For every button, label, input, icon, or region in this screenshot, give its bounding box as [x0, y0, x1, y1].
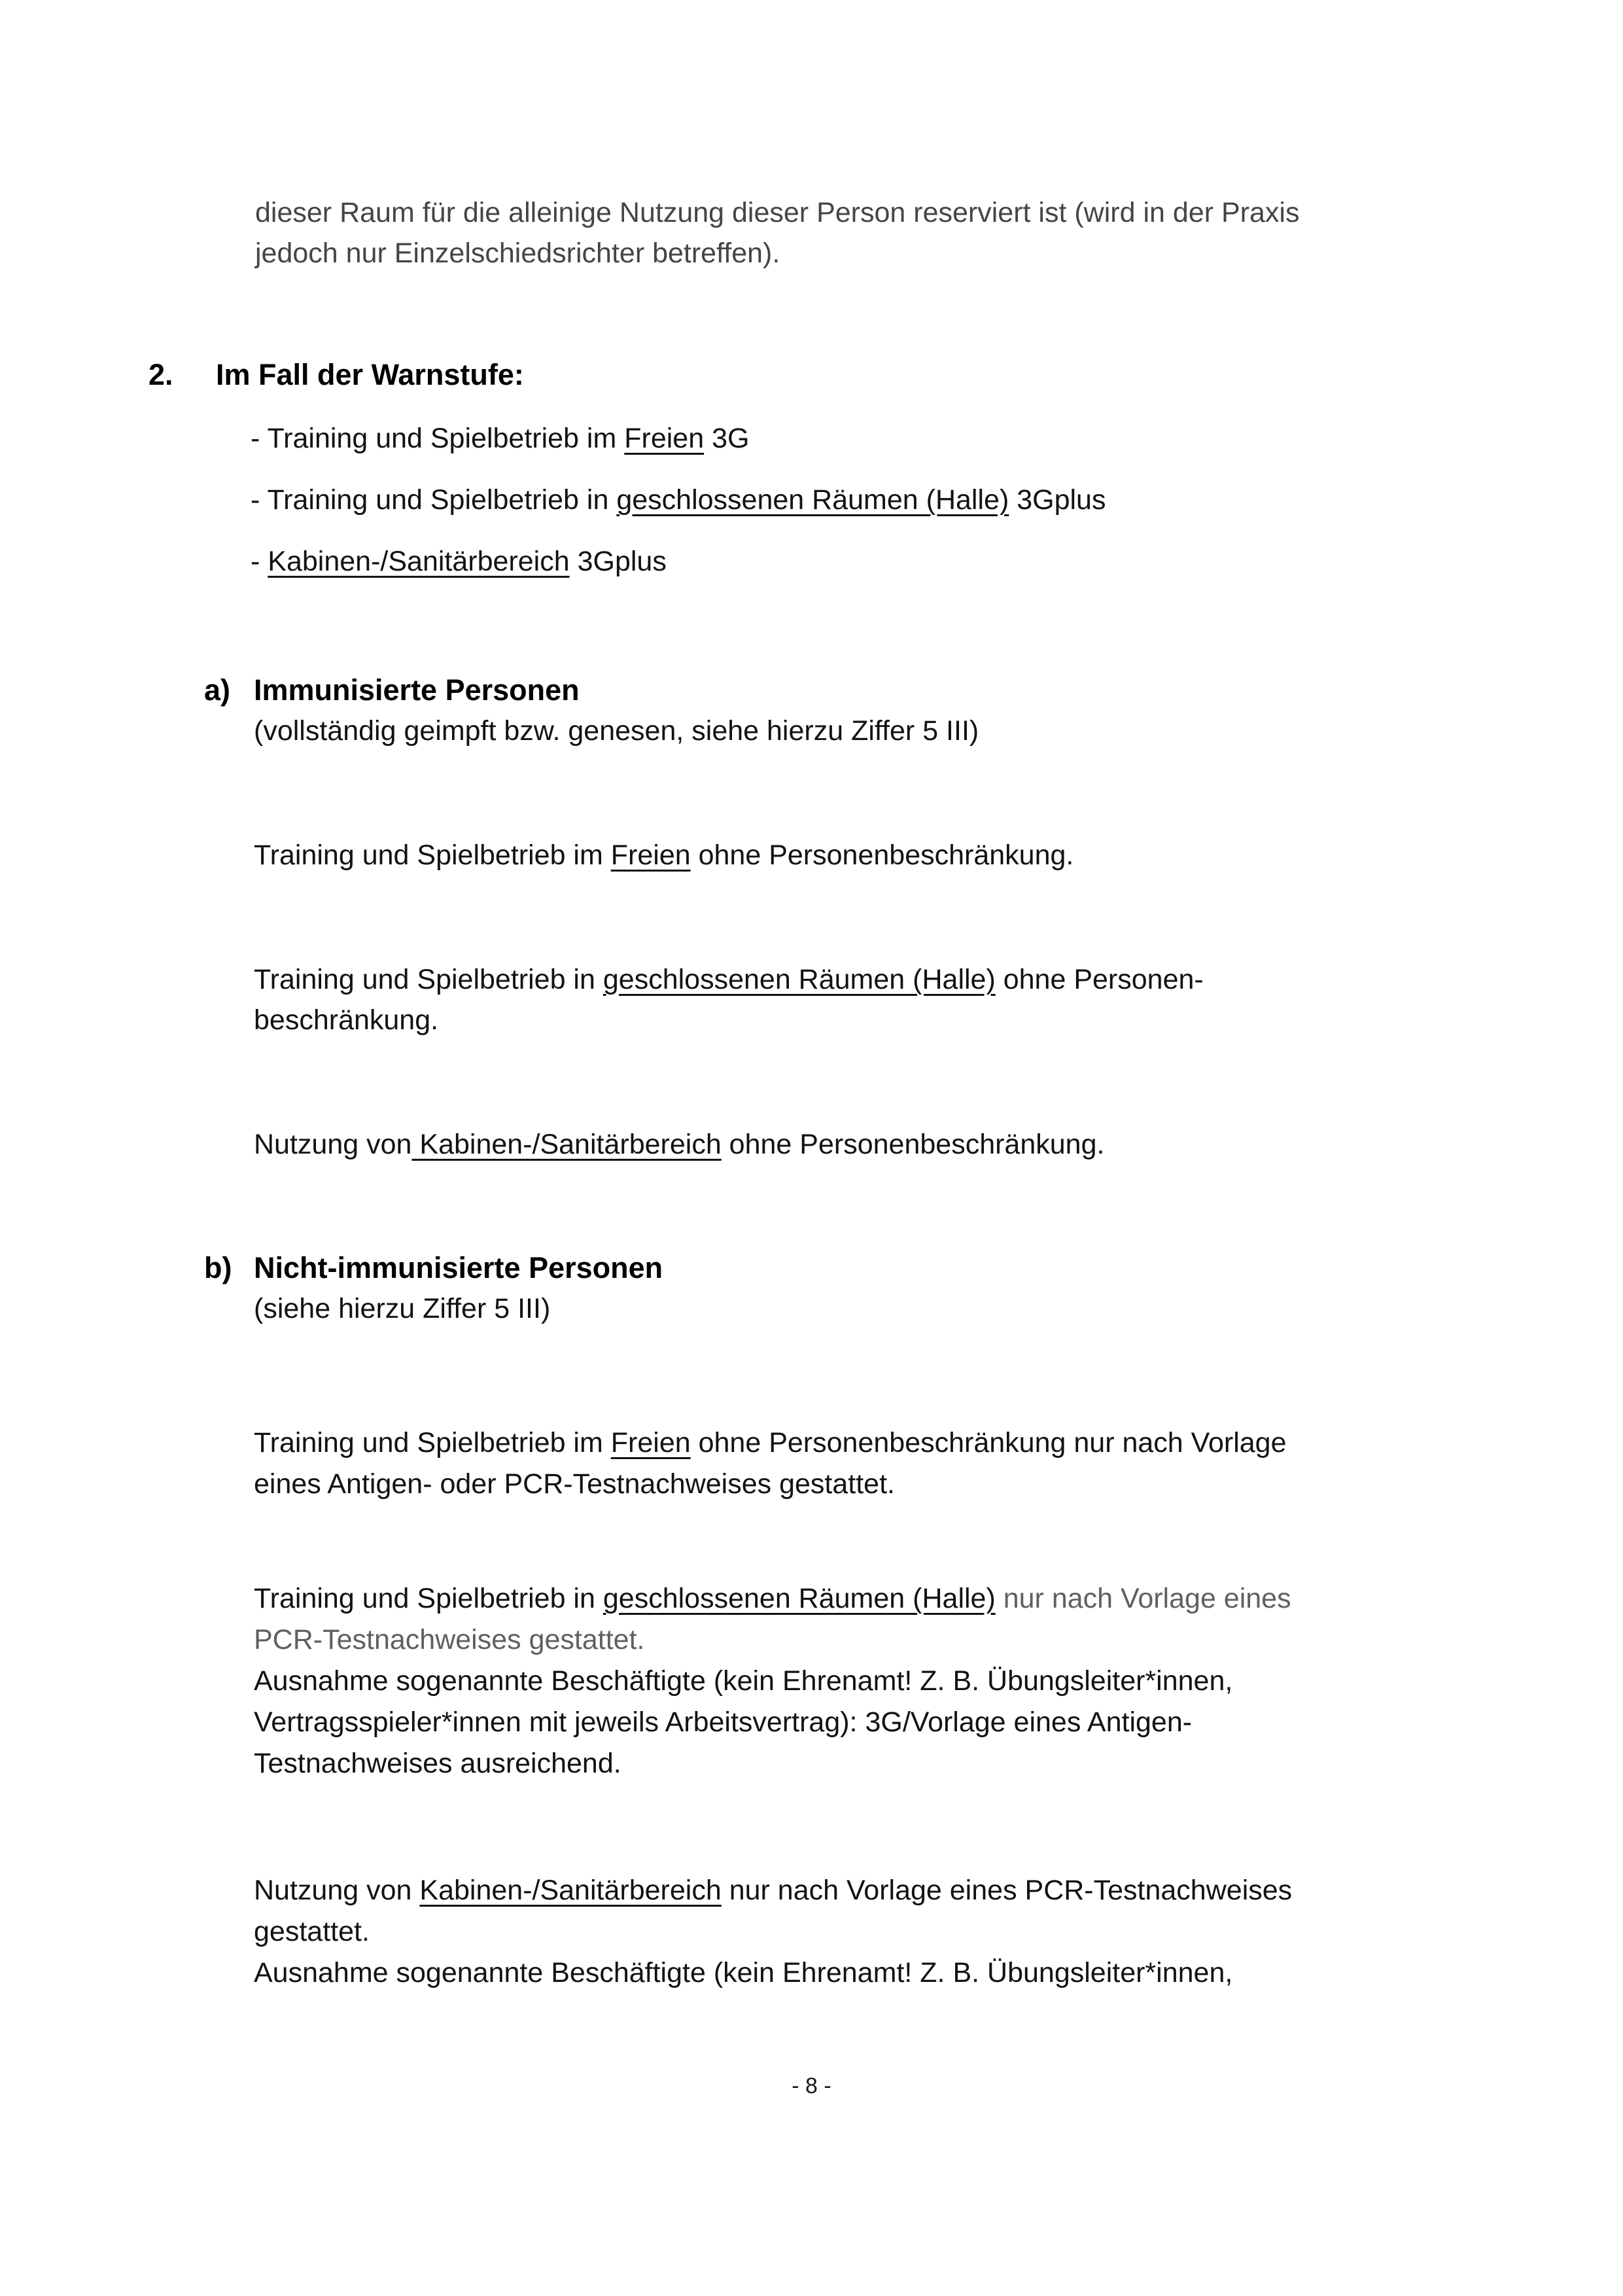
bullet-item-kabinen: [251, 541, 667, 582]
bullet-item-halle: [251, 480, 1106, 520]
text-segment: ohne Personenbeschränkung.: [721, 1129, 1105, 1160]
text-segment: Training und Spielbetrieb im: [254, 839, 611, 871]
text-segment: Training und Spielbetrieb im: [254, 1427, 611, 1458]
section-title: Im Fall der Warnstufe:: [216, 358, 524, 391]
subsection-b-title: Nicht-immunisierte Personen: [254, 1251, 663, 1284]
paragraph-line: [254, 1578, 1291, 1619]
underlined-text: Freien: [624, 423, 705, 454]
subsection-a-subtitle: (vollständig geimpft bzw. genesen, siehe hierzu Ziffer 5 III): [254, 715, 979, 747]
text-segment: - Training und Spielbetrieb im: [251, 423, 625, 454]
text-segment: 3Gplus: [569, 546, 667, 577]
paragraph-line: Ausnahme sogenannte Beschäftigte (kein Ehrenamt! Z. B. Übungsleiter*innen,: [254, 1957, 1233, 1988]
paragraph-b-halle: [254, 1578, 1291, 1784]
text-segment: nur nach Vorlage eines PCR-Testnachweises: [721, 1875, 1293, 1906]
paragraph-line: jedoch nur Einzelschiedsrichter betreffen).: [255, 238, 780, 269]
text-segment: 3G: [704, 423, 750, 454]
gray-text: nur nach Vorlage eines: [995, 1583, 1291, 1614]
text-segment: -: [251, 546, 268, 577]
paragraph-a-kabinen: [254, 1124, 1104, 1165]
underlined-text: Freien: [610, 1427, 691, 1458]
underlined-text: Kabinen-/Sanitärbereich: [268, 546, 570, 577]
subsection-a-title: Immunisierte Personen: [254, 673, 580, 707]
paragraph-line: gestattet.: [254, 1916, 370, 1947]
gray-text-line: PCR-Testnachweises gestattet.: [254, 1624, 645, 1655]
paragraph-line: [254, 1870, 1292, 1911]
text-segment: ohne Personenbeschränkung.: [690, 839, 1074, 871]
subsection-b-subtitle: (siehe hierzu Ziffer 5 III): [254, 1293, 551, 1324]
underlined-text: geschlossenen Räumen (Halle): [602, 1583, 996, 1614]
text-segment: Nutzung von: [254, 1129, 412, 1160]
text-segment: Training und Spielbetrieb in: [254, 1583, 603, 1614]
paragraph-line: Ausnahme sogenannte Beschäftigte (kein Ehrenamt! Z. B. Übungsleiter*innen,: [254, 1665, 1233, 1697]
subsection-a-marker: a): [204, 673, 231, 707]
paragraph-line: eines Antigen- oder PCR-Testnachweises gestattet.: [254, 1468, 895, 1500]
paragraph-b-kabinen: [254, 1870, 1292, 1994]
paragraph-line: beschränkung.: [254, 1004, 439, 1036]
paragraph-a-halle: [254, 959, 1204, 1040]
intro-paragraph: [255, 192, 1299, 274]
underlined-text: Kabinen-/Sanitärbereich: [411, 1129, 722, 1160]
bullet-item-freien: [251, 418, 749, 459]
subsection-b-marker: b): [204, 1251, 232, 1284]
underlined-text: geschlossenen Räumen (Halle): [616, 484, 1009, 516]
text-segment: - Training und Spielbetrieb in: [251, 484, 617, 516]
text-segment: 3Gplus: [1009, 484, 1106, 516]
paragraph-a-freien: [254, 835, 1073, 875]
paragraph-line: dieser Raum für die alleinige Nutzung dieser Person reserviert ist (wird in der Praxis: [255, 197, 1300, 228]
text-segment: Nutzung von: [254, 1875, 420, 1906]
subsection-b-heading: [254, 1248, 663, 1329]
underlined-text: Kabinen-/Sanitärbereich: [419, 1875, 722, 1906]
page-number: - 8 -: [792, 2074, 831, 2098]
paragraph-line: Vertragsspieler*innen mit jeweils Arbeitsvertrag): 3G/Vorlage eines Antigen-: [254, 1706, 1193, 1738]
paragraph-line: [254, 1422, 1287, 1464]
paragraph-line: Testnachweises ausreichend.: [254, 1748, 621, 1779]
text-segment: ohne Personenbeschränkung nur nach Vorlage: [690, 1427, 1287, 1458]
paragraph-line: [254, 959, 1204, 1000]
underlined-text: Freien: [610, 839, 691, 871]
text-segment: Training und Spielbetrieb in: [254, 964, 603, 995]
underlined-text: geschlossenen Räumen (Halle): [602, 964, 996, 995]
section-number: 2.: [148, 358, 173, 391]
text-segment: ohne Personen-: [995, 964, 1204, 995]
subsection-a-heading: [254, 670, 979, 751]
paragraph-b-freien: [254, 1422, 1287, 1505]
